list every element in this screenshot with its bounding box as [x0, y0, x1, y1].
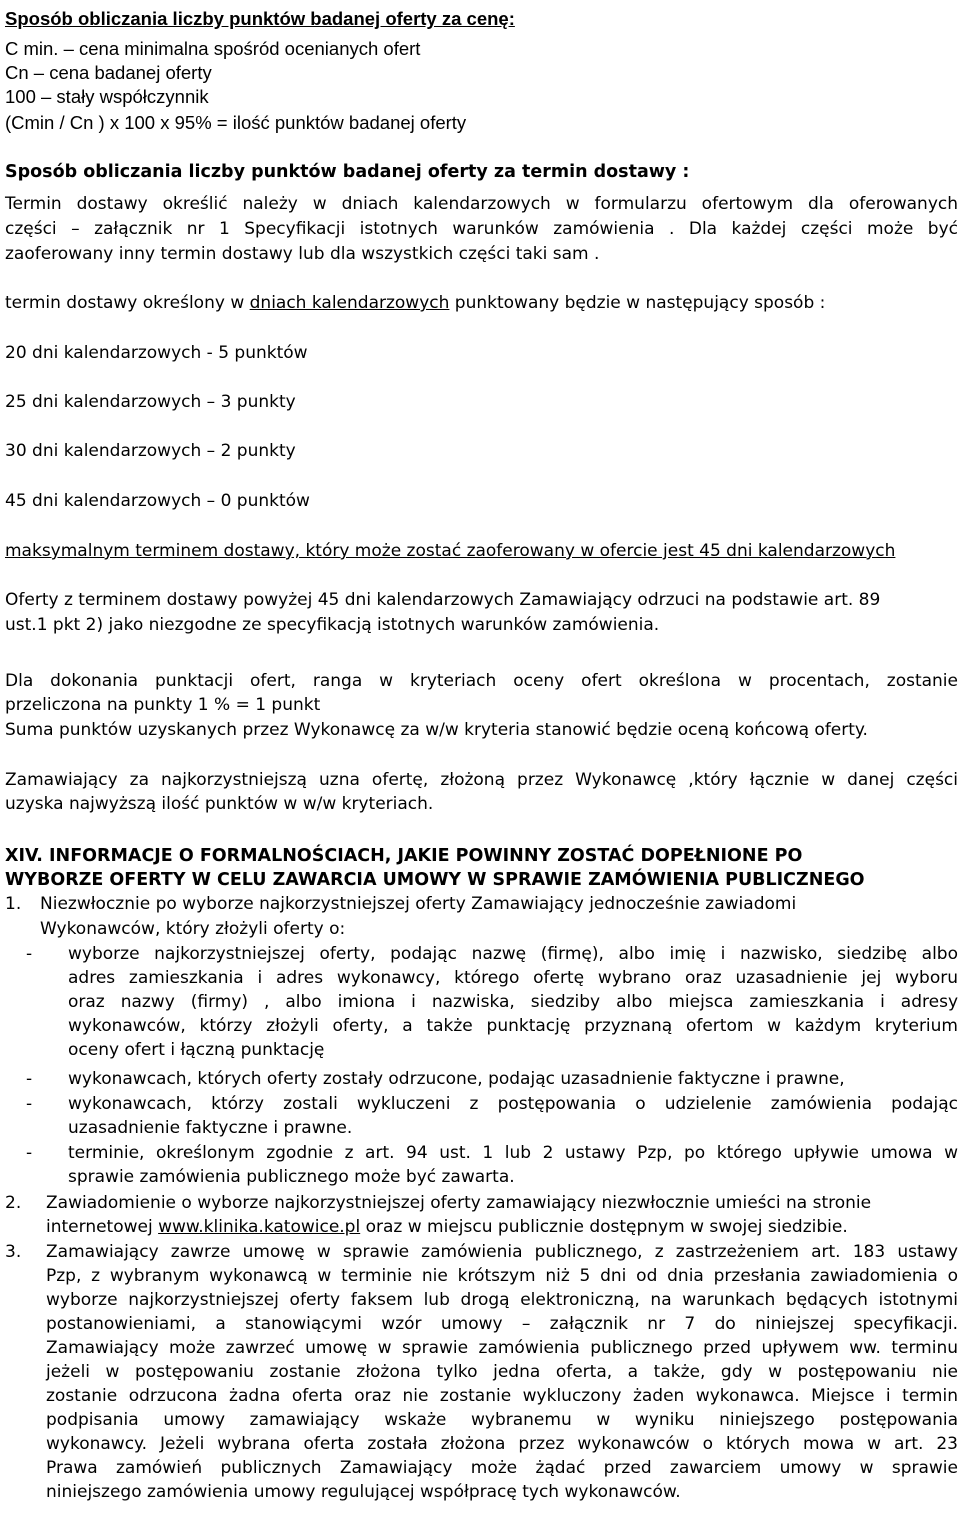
item2-text: oraz w miejscu publicznie dostępnym w swojej siedzibie. [360, 1217, 848, 1237]
price-section-heading: Sposób obliczania liczby punktów badanej oferty za cenę: [5, 8, 515, 29]
bullet-line: sprawie zamówienia publicznego może być zawarta. [68, 1167, 515, 1187]
bullet-dash: - [26, 944, 33, 964]
item2-line: Zawiadomienie o wyborze najkorzystniejszej oferty zamawiający niezwłocznie umieści na stronie [46, 1193, 872, 1213]
price-formula-line: (Cmin / Cn ) x 100 x 95% = ilość punktów badanej oferty [5, 112, 467, 133]
item3-line: Pzp, z wybranym wykonawcą w terminie nie krótszym niż 5 dni od dnia przesłania zawiadomienia o [46, 1266, 958, 1286]
bullet-line: wyborze najkorzystniejszej oferty, podając nazwę (firmę), albo imię i nazwisko, siedzibę albo [68, 944, 958, 964]
item3-line: podpisania umowy zamawiający wskaże wybranemu w wyniku niniejszego postępowania [46, 1410, 958, 1430]
delivery-para-line: części – załącznik nr 1 Specyfikacji istotnych warunków zamówienia . Dla każdej części może być [5, 219, 958, 239]
item3-paragraph [46, 1241, 958, 1503]
item3-line: wykonawcy. Jeżeli wybrana oferta została złożona przez wykonawców o których mowa w art. 23 [46, 1434, 958, 1454]
price-formula-line: 100 – stały współczynnik [5, 86, 209, 107]
bullet-line: uzasadnienie faktyczne i prawne. [68, 1118, 353, 1138]
best-offer-line: uzyska najwyższą ilość punktów w w/w kryteriach. [5, 794, 434, 814]
reject-note-line: ust.1 pkt 2) jako niezgodne ze specyfikacją istotnych warunków zamówienia. [5, 615, 660, 635]
bullet-line: wykonawcach, których oferty zostały odrzucone, podając uzasadnienie faktyczne i prawne, [68, 1069, 845, 1089]
reject-note-line: Oferty z terminem dostawy powyżej 45 dni kalendarzowych Zamawiający odrzuci na podstawie art. 89 [5, 590, 881, 610]
delivery-level: 25 dni kalendarzowych – 3 punkty [5, 392, 296, 412]
bullet-dash: - [26, 1094, 33, 1114]
best-offer-line: Zamawiający za najkorzystniejszą uzna ofertę, złożoną przez Wykonawcę ,który łącznie w danej części [5, 770, 958, 790]
scoring-intro-underlined: dniach kalendarzowych [249, 293, 450, 313]
scoring-intro [5, 292, 825, 314]
item2-text: internetowej [46, 1217, 159, 1237]
scoring-intro-end: punktowany będzie w następujący sposób : [449, 293, 826, 313]
bullet-line: adres zamieszkania i adres wykonawcy, którego ofertę wybrano oraz uzasadnienie jej wyboru [68, 968, 958, 988]
bullet-item [68, 1093, 958, 1139]
item3-line: Zamawiający może zawrzeć umowę w sprawie zamówienia publicznego przed upływem ww. terminu [46, 1338, 958, 1358]
item3-line: niniejszego zamówienia umowy regulującej współpracę tych wykonawców. [46, 1482, 681, 1502]
delivery-section-heading: Sposób obliczania liczby punktów badanej oferty za termin dostawy : [5, 162, 690, 182]
item-number: 3. [5, 1242, 22, 1262]
bullet-line: oraz nazwy (firmy) , albo imiona i nazwiska, siedziby albo miejsca zamieszkania i adresy [68, 992, 958, 1012]
item3-line: jeżeli w postępowaniu zostanie złożona tylko jedna oferta, a także, gdy w postępowaniu nie [46, 1362, 958, 1382]
bullet-line: wykonawcach, którzy zostali wykluczeni z postępowania o udzielenie zamówienia podając [68, 1094, 958, 1114]
delivery-level: 20 dni kalendarzowych - 5 punktów [5, 343, 308, 363]
delivery-para-line: zaoferowany inny termin dostawy lub dla wszystkich części taki sam . [5, 244, 600, 264]
website-link[interactable]: www.klinika.katowice.pl [158, 1217, 361, 1237]
section-xiv-heading: XIV. INFORMACJE O FORMALNOŚCIACH, JAKIE POWINNY ZOSTAĆ DOPEŁNIONE PO [5, 846, 803, 866]
max-delivery-note: maksymalnym terminem dostawy, który może zostać zaoferowany w ofercie jest 45 dni kalendarzowych [5, 541, 896, 561]
price-formula-line: Cn – cena badanej oferty [5, 62, 212, 83]
delivery-level: 45 dni kalendarzowych – 0 punktów [5, 491, 310, 511]
item1-line: Wykonawców, który złożyli oferty o: [40, 919, 346, 939]
bullet-dash: - [26, 1143, 33, 1163]
bullet-item [68, 943, 958, 1061]
scoring-intro-start: termin dostawy określony w [5, 293, 250, 313]
item3-line: Prawa zamówień publicznych Zamawiający może żądać przed zawarciem umowy w sprawie [46, 1458, 958, 1478]
price-formula-line: C min. – cena minimalna spośród ocenianych ofert [5, 38, 421, 59]
bullet-line: wykonawców, którzy złożyli oferty, a także punktację przyznaną ofertom w każdym kryterium [68, 1016, 958, 1036]
bullet-dash: - [26, 1069, 33, 1089]
item-number: 1. [5, 894, 22, 914]
item2-line [46, 1216, 848, 1238]
delivery-level: 30 dni kalendarzowych – 2 punkty [5, 441, 296, 461]
item3-line: wyborze najkorzystniejszej oferty faksem lub drogą elektroniczną, na warunkach będących istotnymi [46, 1290, 958, 1310]
item3-line: Zamawiający zawrze umowę w sprawie zamówienia publicznego, z zastrzeżeniem art. 183 ustawy [46, 1242, 958, 1262]
section-xiv-heading: WYBORZE OFERTY W CELU ZAWARCIA UMOWY W SPRAWIE ZAMÓWIENIA PUBLICZNEGO [5, 870, 865, 890]
item3-line: zostanie odrzucona żadna oferta oraz nie zostanie wykluczony żaden wykonawca. Miejsce i termin [46, 1386, 958, 1406]
bullet-item [68, 1142, 958, 1188]
scoring-rule-line: przeliczona na punkty 1 % = 1 punkt [5, 695, 321, 715]
bullet-line: oceny ofert i łączną punktację [68, 1040, 325, 1060]
scoring-rule-line: Dla dokonania punktacji ofert, ranga w kryteriach oceny ofert określona w procentach, zostanie [5, 671, 958, 691]
scoring-rule-line: Suma punktów uzyskanych przez Wykonawcę za w/w kryteria stanowić będzie oceną końcową oferty. [5, 720, 868, 740]
item3-line: postanowieniami, a stanowiącymi wzór umowy – załącznik nr 7 do niniejszej specyfikacji. [46, 1314, 958, 1334]
bullet-line: terminie, określonym zgodnie z art. 94 ust. 1 lub 2 ustawy Pzp, po którego upływie umowa w [68, 1143, 958, 1163]
item-number: 2. [5, 1193, 22, 1213]
item1-line: Niezwłocznie po wyborze najkorzystniejszej oferty Zamawiający jednocześnie zawiadomi [40, 894, 797, 914]
delivery-para-line: Termin dostawy określić należy w dniach kalendarzowych w formularzu ofertowym dla oferowanych [5, 194, 958, 214]
